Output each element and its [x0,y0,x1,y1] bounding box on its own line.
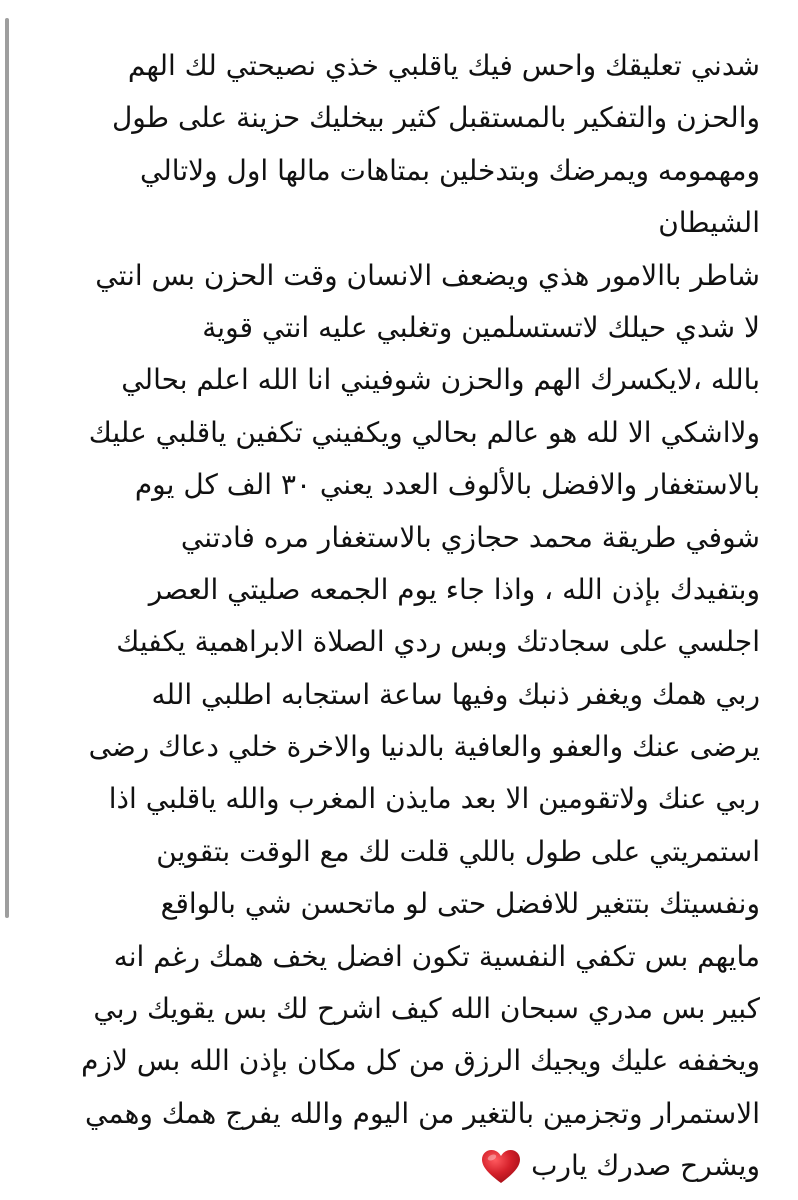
text-line: مايهم بس تكفي النفسية تكون افضل يخف همك رغم انه [113,939,760,973]
text-line: اجلسي على سجادتك وبس ردي الصلاة الابراهمية يكفيك [116,625,760,659]
text-line: ويخففه عليك ويجيك الرزق من كل مكان بإذن الله بس لازم [81,1044,760,1078]
text-line: يرضى عنك والعفو والعافية بالدنيا والاخرة خلي دعاك رضى [88,730,760,764]
text-line: شدني تعليقك واحس فيك ياقلبي خذي نصيحتي لك الهم [127,49,760,82]
text-line: ولااشكي الا لله هو عالم بحالي ويكفيني تكفين ياقلبي عليك [88,415,760,449]
text-line: وبتفيدك بإذن الله ، واذا جاء يوم الجمعه صليتي العصر [148,572,760,606]
text-line: بالله ،لايكسرك الهم والحزن شوفيني انا الله اعلم بحالي [121,363,760,397]
text-line: ربي همك ويغفر ذنبك وفيها ساعة استجابه اطلبي الله [151,677,760,711]
text-line: كبير بس مدري سبحان الله كيف اشرح لك بس يقويك ربي [93,992,760,1026]
text-line: لا شدي حيلك لاتستسلمين وتغلبي عليه انتي قوية [202,310,760,344]
last-text-line [40,1140,760,1192]
scrollbar[interactable] [5,18,9,918]
text-line: ومهمومه ويمرضك وبتدخلين بمتاهات مالها اول ولاتالي [139,153,760,187]
text-line-final: ويشرح صدرك يارب [531,1149,760,1183]
text-line: الشيطان [658,206,760,240]
text-line: استمريتي على طول باللي قلت لك مع الوقت بتقوين [156,834,760,868]
text-line: ونفسيتك بتتغير للافضل حتى لو ماتحسن شي بالواقع [160,887,760,921]
text-line: بالاستغفار والافضل بالألوف العدد يعني ٣٠ الف كل يوم [134,468,760,502]
text-line: والحزن والتفكير بالمستقبل كثير بيخليك حزينة على طول [111,101,760,135]
text-line: الاستمرار وتجزمين بالتغير من اليوم والله يفرج همك وهمي [85,1096,760,1130]
text-line: ربي عنك ولاتقومين الا بعد مايذن المغرب والله ياقلبي اذا [108,782,760,816]
text-line: شاطر باالامور هذي ويضعف الانسان وقت الحزن بس انتي [95,258,760,292]
heart-icon [481,1149,521,1185]
text-line: شوفي طريقة محمد حجازي بالاستغفار مره فادتني [180,520,760,554]
message-text [40,40,760,1193]
